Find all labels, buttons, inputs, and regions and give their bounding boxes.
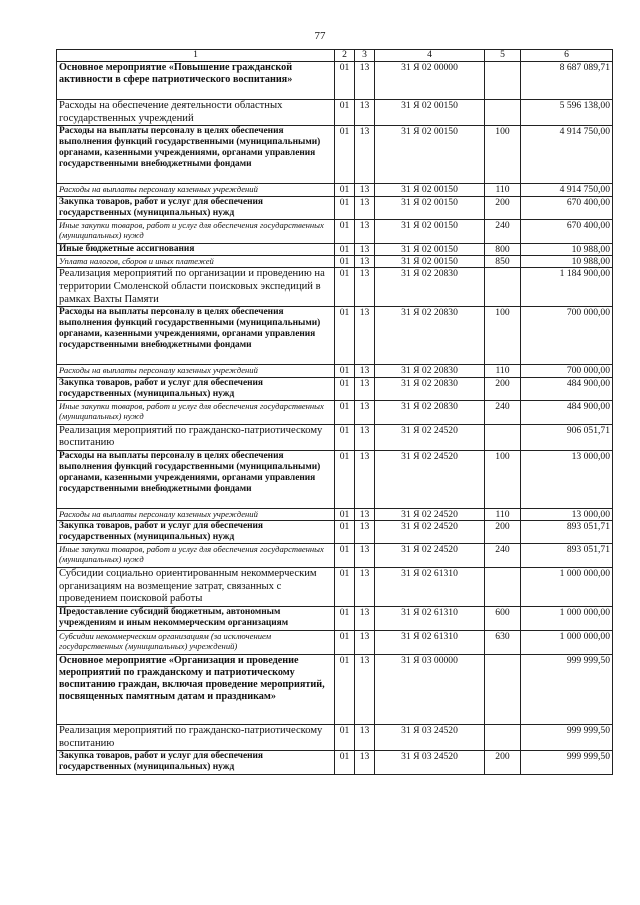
amount-cell: 1 184 900,00	[521, 268, 613, 307]
target-article-cell: 31 Я 02 00150	[375, 126, 485, 184]
row-name-cell: Закупка товаров, работ и услуг для обеспечения государственных (муниципальных) нужд	[57, 751, 335, 775]
subsection-code-cell: 13	[355, 126, 375, 184]
target-article-cell: 31 Я 02 61310	[375, 568, 485, 607]
expense-type-cell	[485, 568, 521, 607]
column-header: 5	[485, 50, 521, 62]
target-article-cell: 31 Я 02 20830	[375, 268, 485, 307]
amount-cell: 999 999,50	[521, 724, 613, 750]
row-name-cell: Расходы на выплаты персоналу казенных учреждений	[57, 508, 335, 520]
target-article-cell: 31 Я 02 24520	[375, 508, 485, 520]
subsection-code-cell: 13	[355, 219, 375, 243]
table-row	[57, 62, 613, 100]
table-row	[57, 606, 613, 630]
expense-type-cell: 240	[485, 544, 521, 568]
row-name-cell: Субсидии некоммерческим организациям (за исключением государственных (муниципальных) учреждений)	[57, 630, 335, 654]
section-code-cell: 01	[335, 724, 355, 750]
row-name-cell: Субсидии социально ориентированным некоммерческим организациям на возмещение затрат, связанных с проведением поисковой работы	[57, 568, 335, 607]
expense-type-cell	[485, 268, 521, 307]
amount-cell: 999 999,50	[521, 654, 613, 724]
section-code-cell: 01	[335, 568, 355, 607]
table-row	[57, 377, 613, 400]
expense-type-cell: 110	[485, 508, 521, 520]
expense-type-cell: 100	[485, 450, 521, 508]
expense-type-cell: 100	[485, 307, 521, 365]
target-article-cell: 31 Я 02 00150	[375, 196, 485, 219]
row-name-cell: Закупка товаров, работ и услуг для обеспечения государственных (муниципальных) нужд	[57, 377, 335, 400]
section-code-cell: 01	[335, 450, 355, 508]
amount-cell: 8 687 089,71	[521, 62, 613, 100]
target-article-cell: 31 Я 02 20830	[375, 377, 485, 400]
expense-type-cell: 630	[485, 630, 521, 654]
amount-cell: 484 900,00	[521, 400, 613, 424]
amount-cell: 893 051,71	[521, 544, 613, 568]
table-row	[57, 256, 613, 268]
subsection-code-cell: 13	[355, 424, 375, 450]
section-code-cell: 01	[335, 521, 355, 544]
subsection-code-cell: 13	[355, 365, 375, 377]
row-name-cell: Закупка товаров, работ и услуг для обеспечения государственных (муниципальных) нужд	[57, 196, 335, 219]
amount-cell: 13 000,00	[521, 508, 613, 520]
amount-cell: 893 051,71	[521, 521, 613, 544]
table-row	[57, 568, 613, 607]
table-row	[57, 126, 613, 184]
amount-cell: 670 400,00	[521, 219, 613, 243]
amount-cell: 5 596 138,00	[521, 100, 613, 126]
table-row	[57, 243, 613, 255]
target-article-cell: 31 Я 02 61310	[375, 606, 485, 630]
expense-type-cell	[485, 654, 521, 724]
target-article-cell: 31 Я 02 24520	[375, 544, 485, 568]
row-name-cell: Расходы на выплаты персоналу казенных учреждений	[57, 184, 335, 196]
row-name-cell: Расходы на выплаты персоналу в целях обеспечения выполнения функций государственными (муниципальными) органами, казенными учреждениями, органами управления государственными внебюджетными фондами	[57, 450, 335, 508]
table-row	[57, 724, 613, 750]
table-row	[57, 521, 613, 544]
amount-cell: 670 400,00	[521, 196, 613, 219]
section-code-cell: 01	[335, 256, 355, 268]
table-row	[57, 219, 613, 243]
section-code-cell: 01	[335, 365, 355, 377]
subsection-code-cell: 13	[355, 400, 375, 424]
amount-cell: 1 000 000,00	[521, 568, 613, 607]
row-name-cell: Реализация мероприятий по организации и проведению на территории Смоленской области поисковых экспедиций в рамках Вахты Памяти	[57, 268, 335, 307]
amount-cell: 906 051,71	[521, 424, 613, 450]
section-code-cell: 01	[335, 62, 355, 100]
expense-type-cell: 200	[485, 377, 521, 400]
amount-cell: 999 999,50	[521, 751, 613, 775]
table-row	[57, 196, 613, 219]
subsection-code-cell: 13	[355, 724, 375, 750]
section-code-cell: 01	[335, 377, 355, 400]
table-header-row	[57, 50, 613, 62]
expense-type-cell	[485, 724, 521, 750]
table-row	[57, 184, 613, 196]
section-code-cell: 01	[335, 243, 355, 255]
section-code-cell: 01	[335, 219, 355, 243]
table-row	[57, 307, 613, 365]
table-row	[57, 100, 613, 126]
subsection-code-cell: 13	[355, 568, 375, 607]
expense-type-cell: 240	[485, 400, 521, 424]
amount-cell: 1 000 000,00	[521, 606, 613, 630]
row-name-cell: Основное мероприятие «Повышение гражданской активности в сфере патриотического воспитания»	[57, 62, 335, 100]
section-code-cell: 01	[335, 606, 355, 630]
subsection-code-cell: 13	[355, 654, 375, 724]
row-name-cell: Предоставление субсидий бюджетным, автономным учреждениям и иным некоммерческим организациям	[57, 606, 335, 630]
expense-type-cell: 850	[485, 256, 521, 268]
subsection-code-cell: 13	[355, 630, 375, 654]
expense-type-cell: 100	[485, 126, 521, 184]
section-code-cell: 01	[335, 184, 355, 196]
row-name-cell: Реализация мероприятий по гражданско-патриотическому воспитанию	[57, 724, 335, 750]
row-name-cell: Реализация мероприятий по гражданско-патриотическому воспитанию	[57, 424, 335, 450]
section-code-cell: 01	[335, 196, 355, 219]
amount-cell: 1 000 000,00	[521, 630, 613, 654]
subsection-code-cell: 13	[355, 62, 375, 100]
subsection-code-cell: 13	[355, 751, 375, 775]
target-article-cell: 31 Я 02 00150	[375, 184, 485, 196]
table-row	[57, 450, 613, 508]
expense-type-cell: 600	[485, 606, 521, 630]
row-name-cell: Иные закупки товаров, работ и услуг для обеспечения государственных (муниципальных) нужд	[57, 219, 335, 243]
amount-cell: 700 000,00	[521, 307, 613, 365]
page-number: 77	[314, 30, 326, 42]
row-name-cell: Закупка товаров, работ и услуг для обеспечения государственных (муниципальных) нужд	[57, 521, 335, 544]
section-code-cell: 01	[335, 751, 355, 775]
amount-cell: 10 988,00	[521, 243, 613, 255]
subsection-code-cell: 13	[355, 307, 375, 365]
target-article-cell: 31 Я 03 00000	[375, 654, 485, 724]
row-name-cell: Расходы на выплаты персоналу казенных учреждений	[57, 365, 335, 377]
subsection-code-cell: 13	[355, 243, 375, 255]
subsection-code-cell: 13	[355, 606, 375, 630]
subsection-code-cell: 13	[355, 256, 375, 268]
amount-cell: 4 914 750,00	[521, 126, 613, 184]
section-code-cell: 01	[335, 508, 355, 520]
expense-type-cell: 200	[485, 751, 521, 775]
section-code-cell: 01	[335, 424, 355, 450]
subsection-code-cell: 13	[355, 184, 375, 196]
subsection-code-cell: 13	[355, 521, 375, 544]
target-article-cell: 31 Я 02 24520	[375, 521, 485, 544]
column-header: 2	[335, 50, 355, 62]
column-header: 3	[355, 50, 375, 62]
subsection-code-cell: 13	[355, 508, 375, 520]
table-row	[57, 654, 613, 724]
target-article-cell: 31 Я 02 00150	[375, 100, 485, 126]
expense-type-cell: 800	[485, 243, 521, 255]
section-code-cell: 01	[335, 126, 355, 184]
target-article-cell: 31 Я 03 24520	[375, 724, 485, 750]
target-article-cell: 31 Я 02 24520	[375, 450, 485, 508]
section-code-cell: 01	[335, 630, 355, 654]
target-article-cell: 31 Я 02 00000	[375, 62, 485, 100]
table-row	[57, 508, 613, 520]
amount-cell: 10 988,00	[521, 256, 613, 268]
amount-cell: 13 000,00	[521, 450, 613, 508]
target-article-cell: 31 Я 02 20830	[375, 400, 485, 424]
expense-type-cell: 200	[485, 521, 521, 544]
table-row	[57, 424, 613, 450]
table-row	[57, 751, 613, 775]
subsection-code-cell: 13	[355, 544, 375, 568]
expense-type-cell: 110	[485, 365, 521, 377]
expense-type-cell: 240	[485, 219, 521, 243]
section-code-cell: 01	[335, 654, 355, 724]
row-name-cell: Основное мероприятие «Организация и проведение мероприятий по гражданскому и патриотическому воспитанию граждан, включая проведение мероприятий, посвященных памятным датам и праздникам»	[57, 654, 335, 724]
column-header: 4	[375, 50, 485, 62]
subsection-code-cell: 13	[355, 268, 375, 307]
target-article-cell: 31 Я 03 24520	[375, 751, 485, 775]
target-article-cell: 31 Я 02 24520	[375, 424, 485, 450]
table-row	[57, 268, 613, 307]
target-article-cell: 31 Я 02 61310	[375, 630, 485, 654]
subsection-code-cell: 13	[355, 100, 375, 126]
row-name-cell: Иные закупки товаров, работ и услуг для обеспечения государственных (муниципальных) нужд	[57, 400, 335, 424]
table-row	[57, 544, 613, 568]
row-name-cell: Расходы на выплаты персоналу в целях обеспечения выполнения функций государственными (муниципальными) органами, казенными учреждениями, органами управления государственными внебюджетными фондами	[57, 126, 335, 184]
expense-type-cell: 200	[485, 196, 521, 219]
section-code-cell: 01	[335, 307, 355, 365]
amount-cell: 700 000,00	[521, 365, 613, 377]
target-article-cell: 31 Я 02 00150	[375, 256, 485, 268]
table-row	[57, 630, 613, 654]
row-name-cell: Уплата налогов, сборов и иных платежей	[57, 256, 335, 268]
section-code-cell: 01	[335, 268, 355, 307]
target-article-cell: 31 Я 02 00150	[375, 243, 485, 255]
target-article-cell: 31 Я 02 00150	[375, 219, 485, 243]
target-article-cell: 31 Я 02 20830	[375, 365, 485, 377]
row-name-cell: Расходы на выплаты персоналу в целях обеспечения выполнения функций государственными (муниципальными) органами, казенными учреждениями, органами управления государственными внебюджетными фондами	[57, 307, 335, 365]
table-row	[57, 365, 613, 377]
row-name-cell: Иные закупки товаров, работ и услуг для обеспечения государственных (муниципальных) нужд	[57, 544, 335, 568]
table-row	[57, 400, 613, 424]
section-code-cell: 01	[335, 100, 355, 126]
subsection-code-cell: 13	[355, 196, 375, 219]
expense-type-cell	[485, 62, 521, 100]
row-name-cell: Иные бюджетные ассигнования	[57, 243, 335, 255]
budget-table	[56, 49, 613, 775]
section-code-cell: 01	[335, 544, 355, 568]
subsection-code-cell: 13	[355, 450, 375, 508]
subsection-code-cell: 13	[355, 377, 375, 400]
expense-type-cell: 110	[485, 184, 521, 196]
expense-type-cell	[485, 424, 521, 450]
expense-type-cell	[485, 100, 521, 126]
row-name-cell: Расходы на обеспечение деятельности областных государственных учреждений	[57, 100, 335, 126]
amount-cell: 484 900,00	[521, 377, 613, 400]
column-header: 1	[57, 50, 335, 62]
section-code-cell: 01	[335, 400, 355, 424]
amount-cell: 4 914 750,00	[521, 184, 613, 196]
column-header: 6	[521, 50, 613, 62]
target-article-cell: 31 Я 02 20830	[375, 307, 485, 365]
